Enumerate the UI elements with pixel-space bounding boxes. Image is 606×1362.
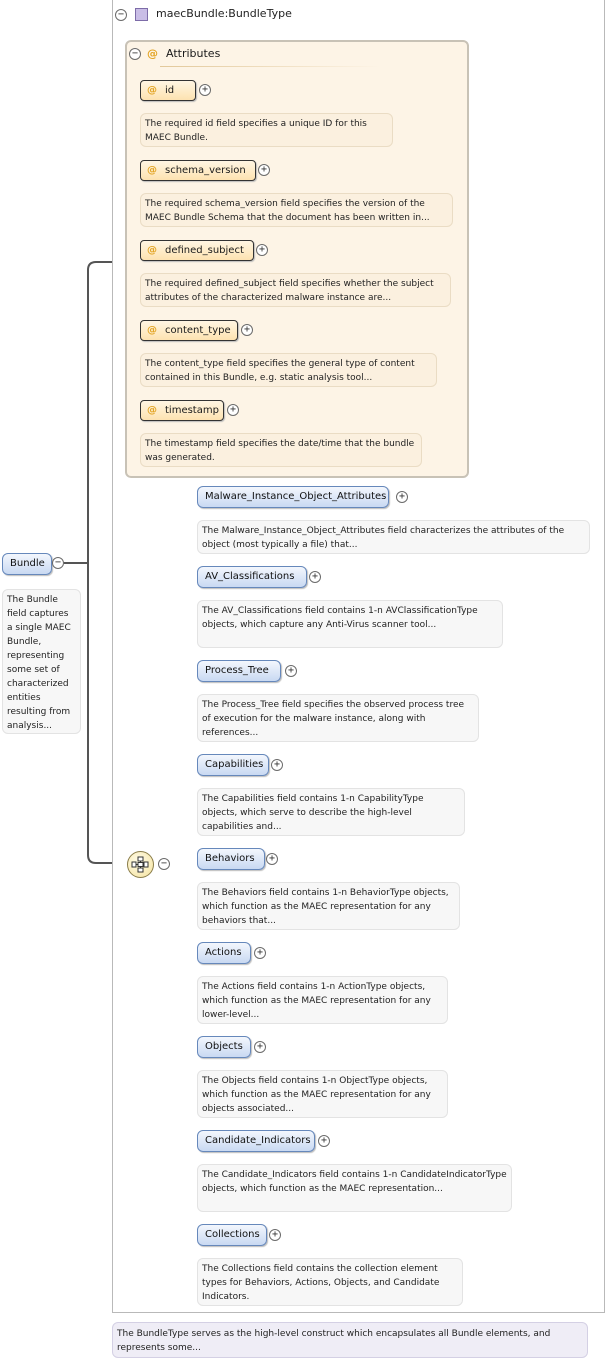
- sequence-compositor-icon[interactable]: [127, 851, 154, 878]
- element-behaviors[interactable]: Behaviors: [197, 848, 265, 870]
- attributes-header: Attributes: [166, 47, 221, 60]
- attribute-doc: The timestamp field specifies the date/time that the bundle was generated.: [140, 433, 422, 467]
- type-collapse-toggle[interactable]: −: [115, 9, 127, 21]
- attribute-at-icon: @: [147, 47, 158, 60]
- type-doc: The BundleType serves as the high-level construct which encapsulates all Bundle elements, and represents some...: [112, 1322, 588, 1358]
- attributes-divider: [160, 66, 380, 67]
- element-doc: The Capabilities field contains 1-n CapabilityType objects, which serve to describe the high-level capabilities and...: [197, 788, 465, 836]
- complex-type-icon: [135, 8, 148, 21]
- attribute-label: timestamp: [165, 405, 219, 416]
- element-doc: The AV_Classifications field contains 1-n AVClassificationType objects, which capture any Anti-Virus scanner tool...: [197, 600, 503, 648]
- attribute-at-icon: @: [147, 245, 157, 256]
- expand-toggle[interactable]: +: [309, 571, 321, 583]
- type-name: maecBundle:BundleType: [156, 7, 292, 20]
- expand-toggle[interactable]: +: [227, 404, 239, 416]
- element-capabilities[interactable]: Capabilities: [197, 754, 269, 776]
- attribute-at-icon: @: [147, 165, 157, 176]
- expand-toggle[interactable]: +: [254, 947, 266, 959]
- expand-toggle[interactable]: +: [256, 244, 268, 256]
- element-malware-instance-object-attributes[interactable]: Malware_Instance_Object_Attributes: [197, 486, 389, 508]
- expand-toggle[interactable]: +: [271, 759, 283, 771]
- expand-toggle[interactable]: +: [199, 84, 211, 96]
- element-doc: The Behaviors field contains 1-n BehaviorType objects, which function as the MAEC representation for any behaviors that...: [197, 882, 460, 930]
- expand-toggle[interactable]: +: [258, 164, 270, 176]
- element-doc: The Process_Tree field specifies the observed process tree of execution for the malware instance, along with references...: [197, 694, 479, 742]
- expand-toggle[interactable]: +: [269, 1229, 281, 1241]
- expand-toggle[interactable]: +: [396, 491, 408, 503]
- attribute-doc: The content_type field specifies the general type of content contained in this Bundle, e.g. static analysis tool...: [140, 353, 437, 387]
- expand-toggle[interactable]: +: [266, 853, 278, 865]
- attribute-label: content_type: [165, 325, 231, 336]
- element-doc: The Malware_Instance_Object_Attributes field characterizes the attributes of the object (most typically a file) that...: [197, 520, 590, 554]
- element-av-classifications[interactable]: AV_Classifications: [197, 566, 307, 588]
- attribute-label: id: [165, 85, 175, 96]
- attribute-doc: The required defined_subject field specifies whether the subject attributes of the characterized malware instance are...: [140, 273, 451, 307]
- attributes-collapse-toggle[interactable]: −: [129, 48, 141, 60]
- bundle-collapse-toggle[interactable]: −: [52, 557, 64, 569]
- expand-toggle[interactable]: +: [254, 1041, 266, 1053]
- bundle-element[interactable]: Bundle: [2, 553, 52, 575]
- bundle-doc: The Bundle field captures a single MAEC Bundle, representing some set of characterized entities resulting from analysis...: [2, 589, 81, 734]
- element-collections[interactable]: Collections: [197, 1224, 267, 1246]
- attribute-schema-version[interactable]: [140, 160, 256, 181]
- element-doc: The Candidate_Indicators field contains 1-n CandidateIndicatorType objects, which function as the MAEC representation...: [197, 1164, 512, 1212]
- attribute-doc: The required id field specifies a unique ID for this MAEC Bundle.: [140, 113, 393, 147]
- element-actions[interactable]: Actions: [197, 942, 251, 964]
- element-doc: The Collections field contains the collection element types for Behaviors, Actions, Objects, and Candidate Indicators.: [197, 1258, 463, 1306]
- attribute-timestamp[interactable]: [140, 400, 224, 421]
- element-doc: The Objects field contains 1-n ObjectType objects, which function as the MAEC representation for any objects associated...: [197, 1070, 448, 1118]
- attribute-at-icon: @: [147, 405, 157, 416]
- sequence-symbol: [128, 852, 153, 877]
- attribute-label: defined_subject: [165, 245, 244, 256]
- attribute-at-icon: @: [147, 325, 157, 336]
- expand-toggle[interactable]: +: [285, 665, 297, 677]
- element-objects[interactable]: Objects: [197, 1036, 251, 1058]
- attribute-defined-subject[interactable]: [140, 240, 254, 261]
- element-doc: The Actions field contains 1-n ActionType objects, which function as the MAEC representation for any lower-level...: [197, 976, 448, 1024]
- element-process-tree[interactable]: Process_Tree: [197, 660, 281, 682]
- expand-toggle[interactable]: +: [241, 324, 253, 336]
- attribute-label: schema_version: [165, 165, 246, 176]
- attribute-content-type[interactable]: [140, 320, 238, 341]
- attribute-id[interactable]: [140, 80, 196, 101]
- element-candidate-indicators[interactable]: Candidate_Indicators: [197, 1130, 315, 1152]
- expand-toggle[interactable]: +: [318, 1135, 330, 1147]
- sequence-collapse-toggle[interactable]: −: [158, 858, 170, 870]
- attribute-doc: The required schema_version field specifies the version of the MAEC Bundle Schema that the document has been written in...: [140, 193, 453, 227]
- attribute-at-icon: @: [147, 85, 157, 96]
